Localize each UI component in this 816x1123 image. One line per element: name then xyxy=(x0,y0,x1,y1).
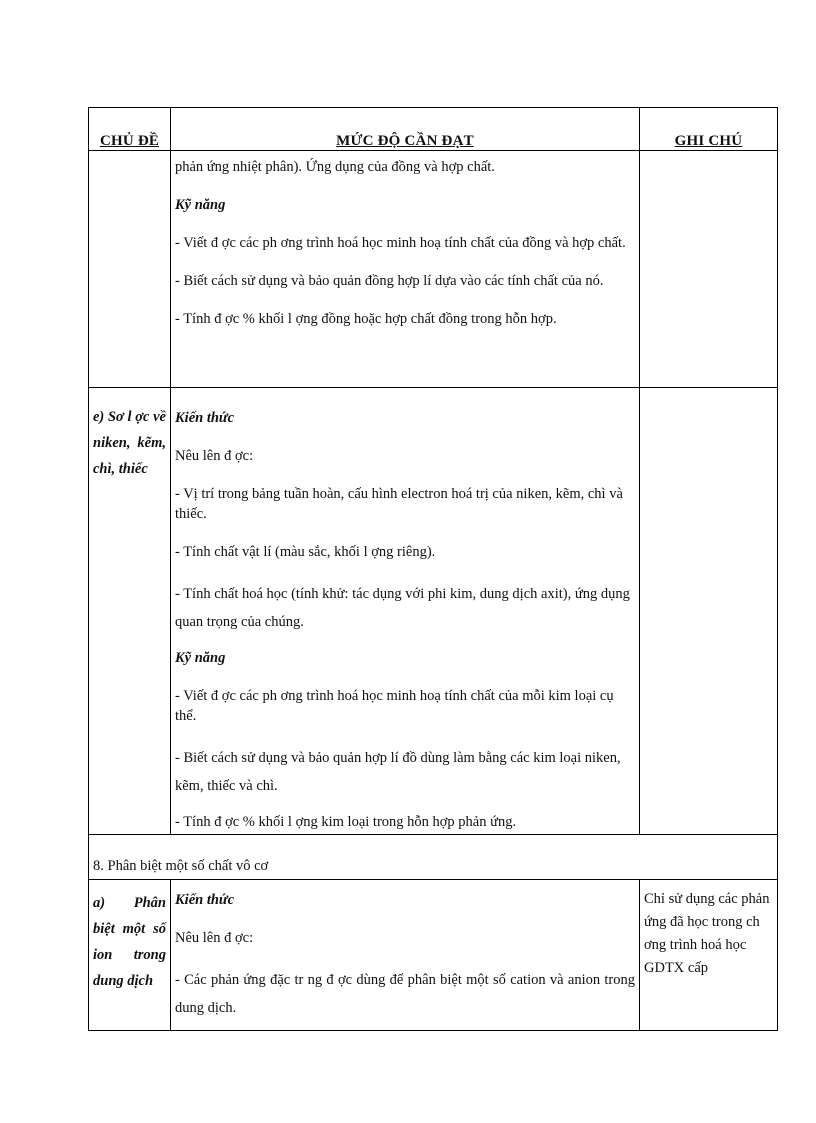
row1-subheading-skills: Kỹ năng xyxy=(175,197,226,213)
row4-line: - Các phản ứng đặc tr ng đ ợc dùng để phân biệt một số cation và anion trong dung dịch. xyxy=(175,972,635,1016)
row2-subheading-skills: Kỹ năng xyxy=(175,650,226,666)
header-topic: CHỦ ĐỀ xyxy=(89,108,171,151)
row1-topic-cell xyxy=(89,151,171,388)
curriculum-table xyxy=(88,107,778,1031)
table-row xyxy=(89,388,778,835)
row1-line: - Biết cách sử dụng và bảo quản đồng hợp lí dựa vào các tính chất của nó. xyxy=(175,273,604,289)
table-header-row xyxy=(89,108,778,151)
row4-subheading-knowledge: Kiến thức xyxy=(175,892,235,908)
row2-line: - Vị trí trong bảng tuần hoàn, cấu hình electron hoá trị của niken, kẽm, chì và thiếc. xyxy=(175,486,623,522)
row1-line: - Tính đ ợc % khối l ợng đồng hoặc hợp chất đồng trong hỗn hợp. xyxy=(175,311,557,327)
row2-topic-cell xyxy=(89,388,171,835)
row4-content-cell xyxy=(171,880,640,1031)
table-row xyxy=(89,151,778,388)
row4-topic-cell xyxy=(89,880,171,1031)
row4-note: Chỉ sử dụng các phản ứng đã học trong ch ơng trình hoá học GDTX cấp xyxy=(644,891,770,976)
row2-line: - Biết cách sử dụng và bảo quản hợp lí đồ dùng làm bằng các kim loại niken, kẽm, thiếc và chì. xyxy=(175,750,621,794)
row4-line: Nêu lên đ ợc: xyxy=(175,930,254,946)
row2-subheading-knowledge: Kiến thức xyxy=(175,410,235,426)
row1-line: phản ứng nhiệt phân). Ứng dụng của đồng và hợp chất. xyxy=(175,159,495,175)
row1-topic xyxy=(89,151,170,167)
row2-line: - Viết đ ợc các ph ơng trình hoá học minh hoạ tính chất của mỗi kim loại cụ thể. xyxy=(175,688,614,724)
row2-line: - Tính chất vật lí (màu sắc, khối l ợng riêng). xyxy=(175,544,436,560)
row2-content-cell xyxy=(171,388,640,835)
row1-content-cell xyxy=(171,151,640,388)
row2-line: - Tính đ ợc % khối l ợng kim loại trong hỗn hợp phản ứng. xyxy=(175,814,517,830)
header-level: MỨC ĐỘ CẦN ĐẠT xyxy=(171,108,640,151)
section-row xyxy=(89,835,778,880)
row2-note-cell xyxy=(640,388,778,835)
row4-note-cell xyxy=(640,880,778,1031)
row2-topic: e) Sơ l ợc về niken, kẽm, chì, thiếc xyxy=(93,409,166,477)
row2-line: - Tính chất hoá học (tính khử: tác dụng với phi kim, dung dịch axit), ứng dụng quan trọng của chúng. xyxy=(175,586,630,630)
row1-line: - Viết đ ợc các ph ơng trình hoá học minh hoạ tính chất của đồng và hợp chất. xyxy=(175,235,626,251)
row4-topic: a) Phân biệt một số ion trong dung dịch xyxy=(93,895,166,989)
row2-line: Nêu lên đ ợc: xyxy=(175,448,254,464)
row1-note-cell xyxy=(640,151,778,388)
section-title: 8. Phân biệt một số chất vô cơ xyxy=(89,835,778,880)
table-row xyxy=(89,880,778,1031)
header-note: GHI CHÚ xyxy=(640,108,778,151)
